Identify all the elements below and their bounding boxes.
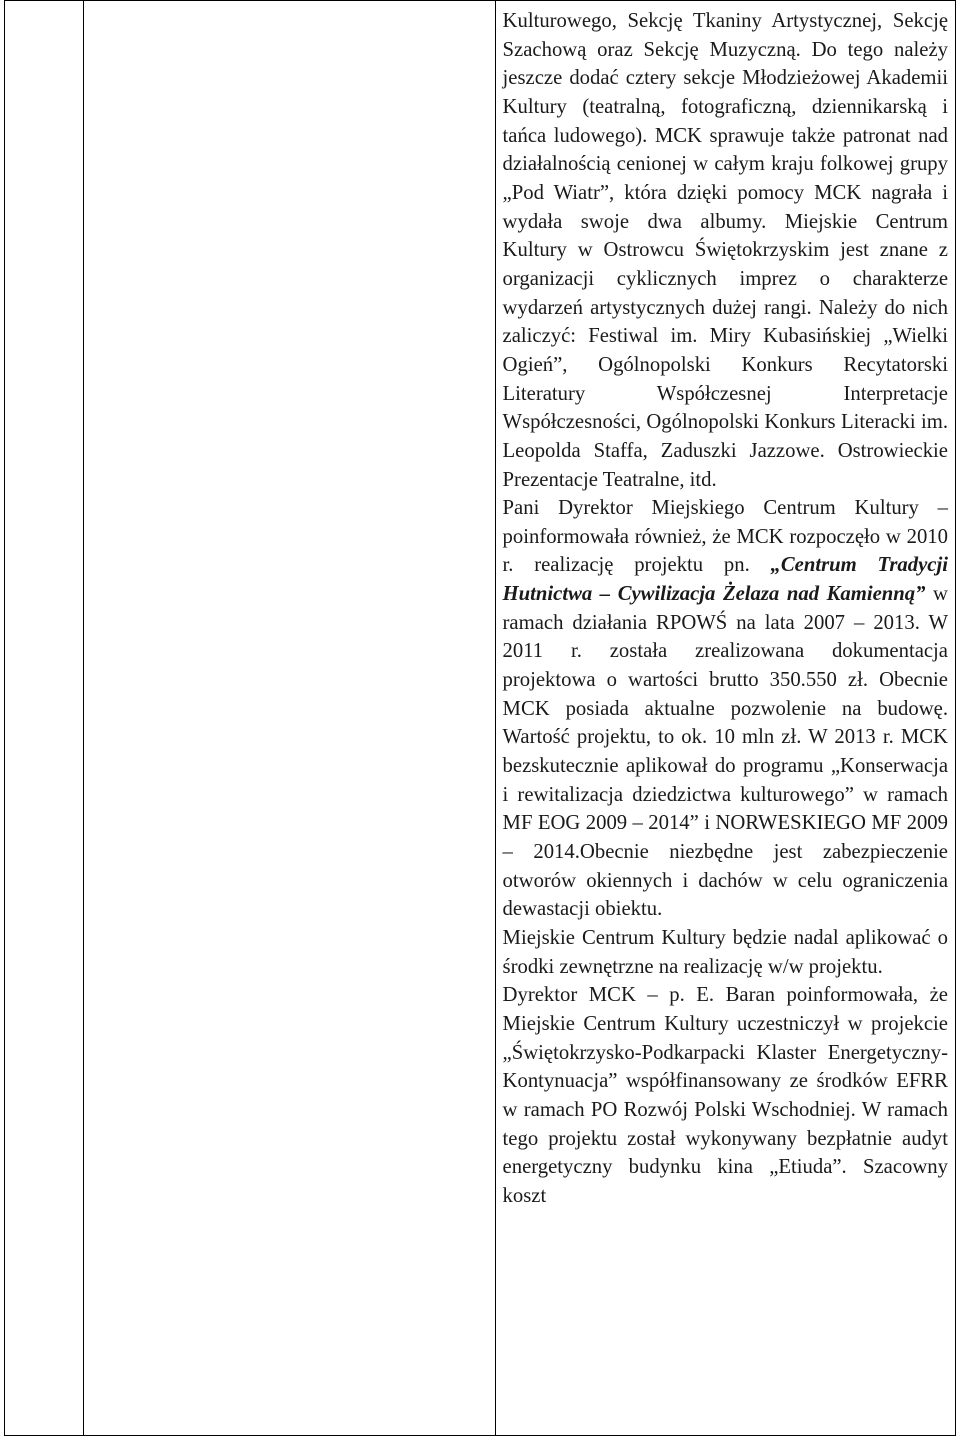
paragraph-external-funding: Miejskie Centrum Kultury będzie nadal aplikować o środki zewnętrzne na realizację w/w projektu. <box>502 927 948 978</box>
paragraph-project-details: w ramach działania RPOWŚ na lata 2007 – 2013. W 2011 r. została zrealizowana dokumentacja projektowa o wartości brutto 350.550 zł. Obecnie MCK posiada aktualne pozwolenie na budowę. Wartość projektu, to ok. 10 mln zł. W 2013 r. MCK bezskutecznie aplikował do programu „Konserwacja i rewitalizacja dziedzictwa kulturowego” w ramach MF EOG 2009 – 2014” i NORWESKIEGO MF 2009 – 2014.Obecnie niezbędne jest zabezpieczenie otworów okiennych i dachów w celu ograniczenia dewastacji obiektu. <box>502 583 948 921</box>
empty-cell-second-column <box>84 1 495 1436</box>
project-title: „Centrum Tradycji Hutnictwa – Cywilizacja Żelaza nad Kamienną” <box>502 554 948 606</box>
paragraph-project-intro: Pani Dyrektor Miejskiego Centrum Kultury – poinformowała również, że MCK rozpoczęło w 2010 r. realizację projektu pn. <box>502 497 948 577</box>
document-table <box>4 0 956 1436</box>
paragraph-sections-and-events: Kulturowego, Sekcję Tkaniny Artystycznej, Sekcję Szachową oraz Sekcję Muzyczną. Do tego należy jeszcze dodać cztery sekcje Młodzieżowej Akademii Kultury (teatralną, fotograficzną, dziennikarską i tańca ludowego). MCK sprawuje także patronat nad działalnością cenionej w całym kraju folkowej grupy „Pod Wiatr”, która dzięki pomocy MCK nagrała i wydała swoje dwa albumy. Miejskie Centrum Kultury w Ostrowcu Świętokrzyskim jest znane z organizacji cyklicznych imprez o charakterze wydarzeń artystycznych dużej rangi. Należy do nich zaliczyć: Festiwal im. Miry Kubasińskiej „Wielki Ogień”, Ogólnopolski Konkurs Recytatorski Literatury Współczesnej Interpretacje Współczesności, Ogólnopolski Konkurs Literacki im. Leopolda Staffa, Zaduszki Jazzowe. Ostrowieckie Prezentacje Teatralne, itd. <box>502 10 948 491</box>
text-cell <box>495 1 955 1436</box>
paragraph-energy-cluster: Dyrektor MCK – p. E. Baran poinformowała, że Miejskie Centrum Kultury uczestniczył w projekcie „Świętokrzysko-Podkarpacki Klaster Energetyczny-Kontynuacja” współfinansowany ze środków EFRR w ramach PO Rozwój Polski Wschodniej. W ramach tego projektu został wykonywany bezpłatnie audyt energetyczny budynku kina „Etiuda”. Szacowny koszt <box>502 984 948 1207</box>
paragraph-project-centrum-tradycji <box>503 494 948 924</box>
table-row <box>5 1 956 1436</box>
empty-cell-first-column <box>5 1 84 1436</box>
cell-text-body <box>496 1 955 1211</box>
